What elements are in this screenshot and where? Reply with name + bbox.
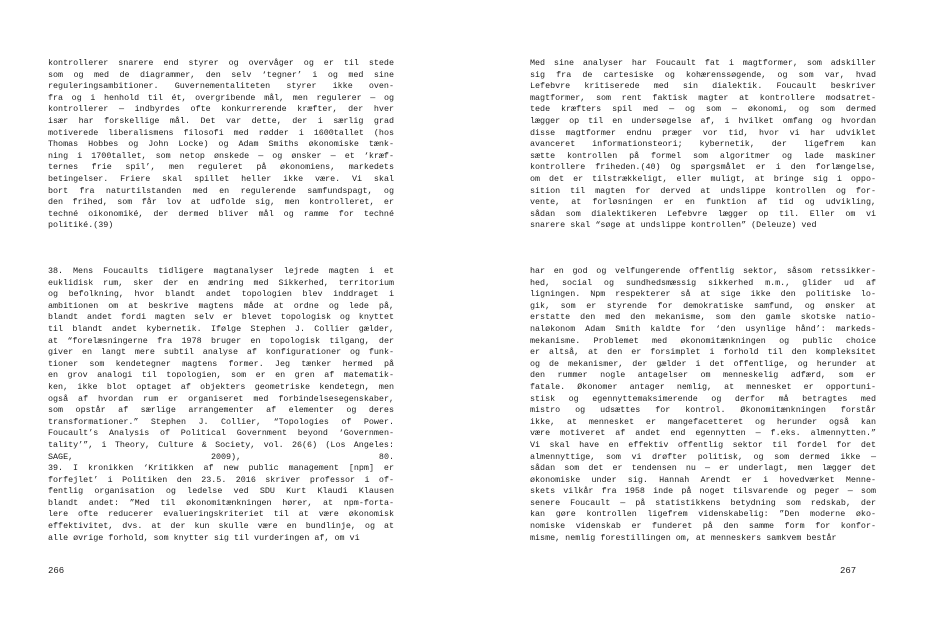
text-line: ligningen. Npm respekterer så at sige ikke den politiske lo- — [530, 289, 876, 300]
text-line: hed, social og sundhedsmæssig sikkerhed m.m., glider ud af — [530, 277, 876, 288]
text-line: ken, ikke blot optaget af objekters geometriske kendetegn, men — [48, 381, 394, 392]
text-line: økonomiske under sig. Hannah Arendt er i hovedværket Menne- — [530, 474, 876, 485]
text-line: også af hvordan rum er organiseret med forbindelsesegenskaber, — [48, 393, 394, 404]
text-line: til blandt andet kybernetik. Ifølge Stephen J. Collier gælder, — [48, 323, 394, 334]
text-line: om det er tilstrækkeligt, eller muligt, at bringe sig i oppo- — [530, 173, 876, 184]
text-line: være motiveret af andet end egennytten — f.eks. almennytten.” — [530, 428, 876, 439]
text-line: som og med de diagrammer, den selv ‘tegner’ i og med sine — [48, 69, 394, 80]
text-line: ning i 1700tallet, som netop ønskede — og ønsker — et ‘kræf- — [48, 150, 394, 161]
text-line: SAGE, 2009), 80. — [48, 451, 394, 462]
text-line: snarere skal “søge at undslippe kontrollen” (Deleuze) ved — [530, 220, 817, 231]
text-line: 39. I kronikken ‘Kritikken af new public management [npm] er — [48, 463, 394, 474]
text-line: nomiske videnskab er funderet på den samme form for konfor- — [530, 521, 876, 532]
text-line: Med sine analyser har Foucault fat i magtformer, som adskiller — [530, 58, 876, 68]
text-line: mekanisme. Problemet med økonomitænkningen og public choice — [530, 335, 876, 346]
text-line: sig fra de cartesiske og kohærenssøgende, og som var, hvad — [530, 69, 876, 80]
text-line: magtformer, som rent faktisk magter at kontrollere modsatret- — [530, 92, 876, 103]
text-line: effektivitet, dvs. at der kun skulle være en bundlinje, og at — [48, 521, 394, 532]
text-line: kontrollerer snarere end styrer og overvåger og er til stede — [48, 58, 394, 68]
text-line: sådan som dialektikeren Lefebvre lægger op til. Eller om vi — [530, 208, 876, 219]
right-page-number: 267 — [840, 566, 857, 576]
text-line: naløkonom Adam Smith kaldte for ‘den usynlige hånd’: markeds- — [530, 323, 876, 334]
right-footnotes — [530, 266, 876, 544]
text-line: en grov analogi til topologien, som er en gren af matematik- — [48, 370, 394, 381]
text-line: blandt andet fordi magten selv er blevet topologisk og knyttet — [48, 312, 394, 323]
text-line: og de mekanismer, der gælder i det offentlige, og herunder at — [530, 358, 876, 369]
text-line: kontrollerer — indbyrdes ofte konkurrerende kræfter, der hver — [48, 104, 394, 115]
text-line: især har forskellige mål. Det var dette, der i særlig grad — [48, 115, 394, 126]
text-line: avanceret informationsteori; kybernetik, der ligefrem kan — [530, 139, 876, 150]
text-line: Vi skal have en effektiv offentlig sektor til fordel for det — [530, 439, 876, 450]
text-line: at “forelæsningerne fra 1978 bruger en topologisk tilgang, der — [48, 335, 394, 346]
text-line: ambitionen om at beskrive magtens måde at ordne og lede på, — [48, 300, 394, 311]
text-line: disse magtformer endnu præger vor tid, hvor vi har udviklet — [530, 127, 876, 138]
text-line: er altså, at den er forsimplet i forhold til den kompleksitet — [530, 347, 876, 358]
text-line: misme, nemlig forestillingen om, at menneskers samkvem består — [530, 532, 837, 543]
text-line: politiké.(39) — [48, 220, 114, 231]
text-line: erstatte den med den mekanisme, som den gamle skotske natio- — [530, 312, 876, 323]
left-footnotes — [48, 266, 394, 544]
text-line: kan gøre kontrollen ligefrem videnskabelig: ”Den moderne øko- — [530, 509, 876, 520]
text-line: vente, at forløsningen er en funktion af tid og udvikling, — [530, 197, 876, 208]
text-line: lere ofte reducerer evalueringskriteriet til at være økonomisk — [48, 509, 394, 520]
text-line: giver en langt mere subtil analyse af konfigurationer og funk- — [48, 347, 394, 358]
text-line: motiverede liberalismens filosofi med rødder i 1600tallet (hos — [48, 127, 394, 138]
text-line: fra og i henhold til ét, overgribende mål, men regulerer — og — [48, 92, 394, 103]
text-line: Foucault’s Analysis of Political Government beyond ‘Governmen- — [48, 428, 394, 439]
text-line: ternes frie spil’, men reguleret på økonomiens, markedets — [48, 162, 394, 173]
text-line: gik, som er styrende for demokratiske samfund, og ønsker at — [530, 300, 876, 311]
text-line: euklidisk rum, sker der en ændring med Sikkerhed, territorium — [48, 277, 394, 288]
text-line: blandt andet: ”Med til økonomitænkningen hører, at npm-forta- — [48, 497, 394, 508]
right-page — [468, 0, 935, 624]
text-line: den rummer nogle antagelser om menneskelig adfærd, som er — [530, 370, 876, 381]
text-line: som opstår af særlige arrangementer af elementer og deres — [48, 405, 394, 416]
text-line: mistro og udsættes for kontrol. Økonomitænkningen forstår — [530, 405, 876, 416]
text-line: fentlig organisation og ledelse ved SDU Kurt Klaudi Klausen — [48, 486, 394, 497]
text-line: senere Foucault — på statistikkens betydning som redskab, der — [530, 497, 876, 508]
text-line: sætte kontrollen på formel som algoritmer og lade maskiner — [530, 150, 876, 161]
text-line: tioner som kendetegner magtens former. Jeg tænker hermed på — [48, 358, 394, 369]
text-line: transformationer.” Stephen J. Collier, “Topologies of Power. — [48, 416, 394, 427]
text-line: sition til magten for derved at undslippe kontrollen og for- — [530, 185, 876, 196]
text-line: bort fra naturtilstanden med en regulerende samfundspagt, og — [48, 185, 394, 196]
text-line: sådan som det er tendensen nu — er underlagt, men lægger det — [530, 463, 876, 474]
text-line: almennyttige, som vi drøfter politisk, og som dermed ikke — — [530, 451, 876, 462]
text-line: Lefebvre kritiserede med sin dialektik. Foucault beskriver — [530, 81, 876, 92]
text-line: reguleringsambitioner. Guvernementaliteten styrer ikke oven- — [48, 81, 394, 92]
text-line: fatale. Økonomer antager nemlig, at mennesket er opportuni- — [530, 381, 876, 392]
text-line: den frihed, som får lov at udfolde sig, men kontrolleret, er — [48, 197, 394, 208]
right-body-text — [530, 58, 876, 232]
text-line: ikke, at mennesket er mangefacetteret og herunder også kan — [530, 416, 876, 427]
text-line: forfejlet’ i Politiken den 23.5. 2016 skriver professor i of- — [48, 474, 394, 485]
text-line: og befolkning, hvor blandt andet topologien blev inddraget i — [48, 289, 394, 300]
text-line: lægger op til en undersøgelse af, i hvilket omfang og hvordan — [530, 115, 876, 126]
left-body-text — [48, 58, 394, 232]
text-line: kontrollere friheden.(40) Og spørgsmålet er i den forlængelse, — [530, 162, 876, 173]
text-line: betingelser. Friere skal spillet heller ikke være. Vi skal — [48, 173, 394, 184]
text-line: Thomas Hobbes og John Locke) og Adam Smiths økonomiske tænk- — [48, 139, 394, 150]
text-line: skets vilkår fra 1958 inde på noget tilsvarende og peger — som — [530, 486, 876, 497]
text-line: tede kræfters spil med — og som — økonomi, og som dermed — [530, 104, 876, 115]
left-page-number: 266 — [48, 566, 65, 576]
text-line: 38. Mens Foucaults tidligere magtanalyser lejrede magten i et — [48, 266, 394, 276]
text-line: techné oikonomiké, der dermed bliver mål og ramme for techné — [48, 208, 394, 219]
text-line: tality’”, i Theory, Culture & Society, vol. 26(6) (Los Angeles: — [48, 439, 394, 450]
text-line: stisk og egennyttemaksimerende og derfor må betragtes med — [530, 393, 876, 404]
text-line: har en god og velfungerende offentlig sektor, såsom retssikker- — [530, 266, 876, 276]
text-line: alle øvrige forhold, som knytter sig til vurderingen af, om vi — [48, 532, 360, 543]
left-page — [0, 0, 467, 624]
